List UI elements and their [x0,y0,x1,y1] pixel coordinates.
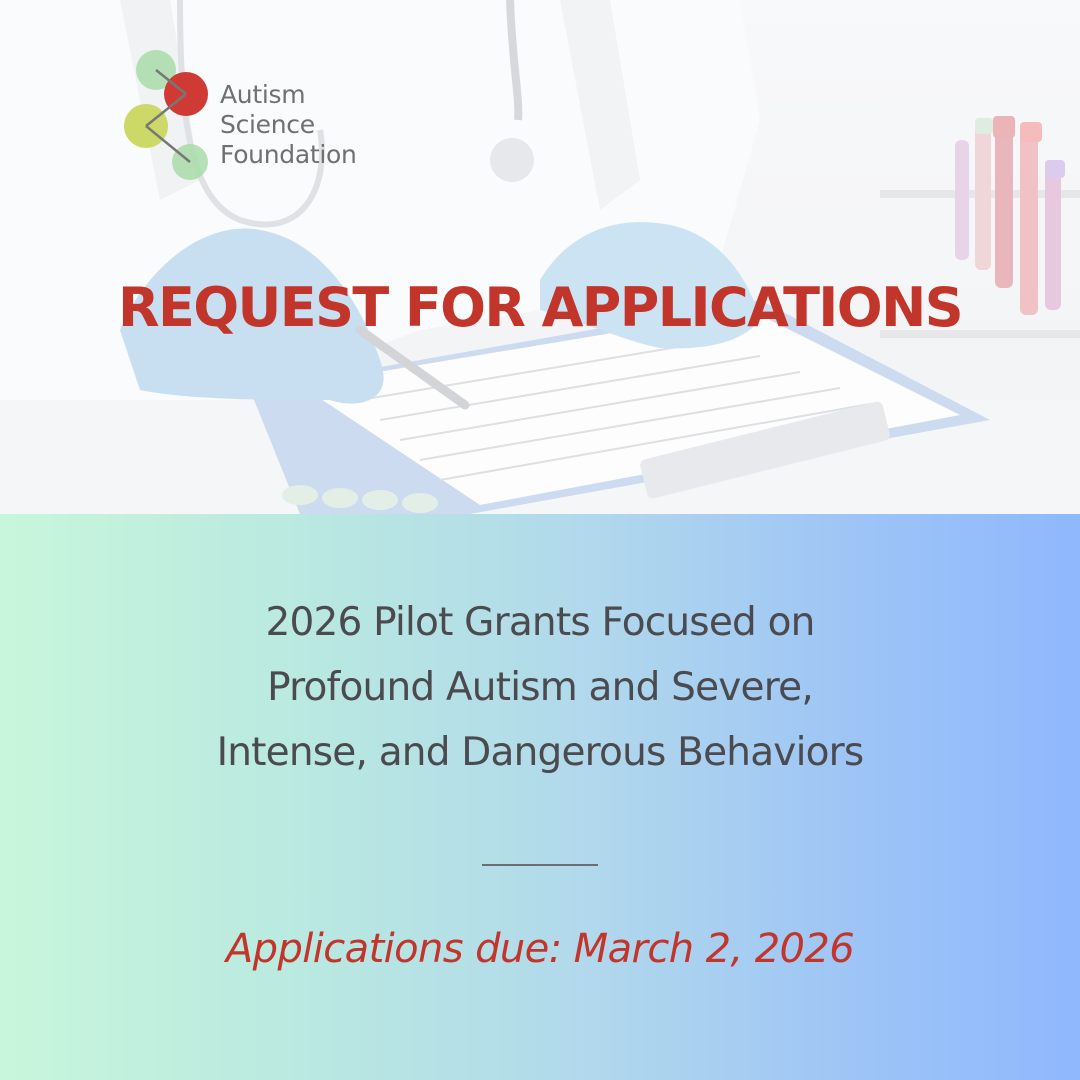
logo-line-2: Science [220,110,315,139]
logo-line-3: Foundation [220,140,357,169]
asf-logo [118,46,418,186]
logo-wordmark [220,80,357,170]
headline-line-1: 2026 Pilot Grants Focused on [265,600,815,645]
deadline-text: Applications due: March 2, 2026 [225,926,855,972]
headline-line-2: Profound Autism and Severe, [267,665,813,710]
gradient-info-panel [0,514,1080,1080]
molecule-logo-icon [118,46,218,186]
hero-photo-section [0,0,1080,514]
headline-line-3: Intense, and Dangerous Behaviors [216,730,864,775]
divider-rule [482,864,598,866]
grant-headline [0,590,1080,785]
logo-line-1: Autism [220,80,306,109]
request-for-applications-title: REQUEST FOR APPLICATIONS [117,276,962,339]
